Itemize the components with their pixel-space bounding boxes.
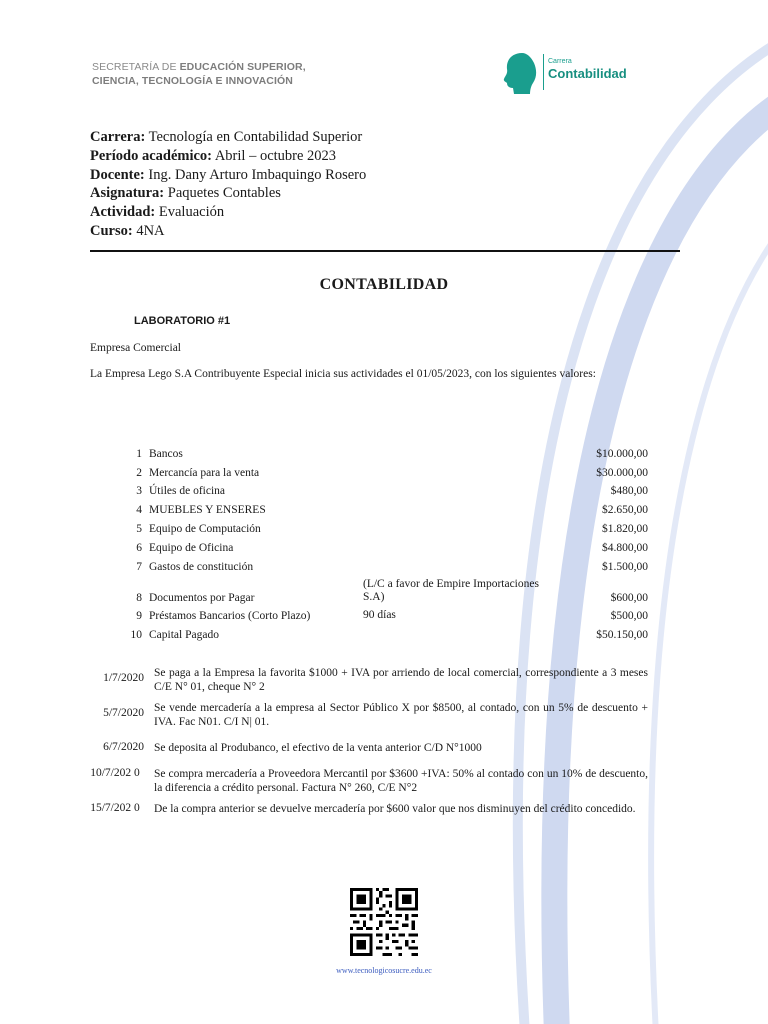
institution-line2: CIENCIA, TECNOLOGÍA E INNOVACIÓN bbox=[92, 75, 293, 87]
transaction-date: 15/7/202 0 bbox=[90, 802, 140, 814]
intro-paragraph: La Empresa Lego S.A Contribuyente Especial inicia sus actividades el 01/05/2023, con los siguientes valores: bbox=[90, 368, 596, 380]
transaction-text: Se vende mercadería a la empresa al Sector Público X por $8500, al contado, con un 5% de descuento + IVA. Fac N01. C/I N| 01. bbox=[154, 702, 648, 728]
list-item bbox=[90, 666, 648, 694]
brand-divider bbox=[543, 54, 544, 90]
list-item: 1 Bancos $10.000,00 bbox=[136, 447, 648, 460]
info-periodo: Período académico: Abril – octubre 2023 bbox=[90, 147, 337, 164]
institution-bold: EDUCACIÓN SUPERIOR, bbox=[179, 61, 306, 73]
header-divider bbox=[90, 250, 680, 252]
account-note: 90 días bbox=[363, 609, 396, 622]
accounts-list bbox=[110, 443, 648, 643]
head-silhouette-icon bbox=[500, 50, 540, 96]
transaction-text: Se compra mercadería a Proveedora Mercantil por $3600 +IVA: 50% al contado con un 10% de descuento, la diferencia a crédito personal. Factura N° 260, C/E N°2 bbox=[154, 768, 648, 794]
brand-logo bbox=[500, 50, 640, 100]
lab-heading: LABORATORIO #1 bbox=[134, 315, 231, 327]
company-type: Empresa Comercial bbox=[90, 342, 182, 354]
transaction-text: Se deposita al Produbanco, el efectivo de la venta anterior C/D N°1000 bbox=[154, 742, 482, 754]
list-item: 3 Útiles de oficina $480,00 bbox=[136, 485, 648, 498]
list-item: 7 Gastos de constitución $1.500,00 bbox=[136, 560, 648, 573]
transaction-date: 10/7/202 0 bbox=[90, 767, 140, 779]
list-item bbox=[90, 767, 648, 795]
list-item: 6 Equipo de Oficina $4.800,00 bbox=[136, 541, 648, 554]
transaction-text: Se paga a la Empresa la favorita $1000 + IVA por arriendo de local comercial, correspondiente a 3 meses C/E N° 01, cheque N° 2 bbox=[154, 667, 648, 693]
list-item bbox=[90, 701, 648, 729]
list-item: 9 Préstamos Bancarios (Corto Plazo) 90 días $500,00 bbox=[136, 609, 648, 623]
transaction-date: 5/7/2020 bbox=[103, 707, 144, 719]
list-item: 5 Equipo de Computación $1.820,00 bbox=[136, 522, 648, 535]
qr-code-icon bbox=[350, 888, 418, 956]
brand-kicker: Carrera bbox=[548, 58, 572, 65]
course-info bbox=[90, 128, 366, 241]
info-curso: Curso: 4NA bbox=[90, 222, 165, 239]
list-item: 4 MUEBLES Y ENSERES $2.650,00 bbox=[136, 504, 648, 517]
list-item bbox=[90, 741, 648, 755]
list-item bbox=[90, 802, 648, 816]
transaction-text: De la compra anterior se devuelve mercadería por $600 valor que nos disminuyen del crédito concedido. bbox=[154, 803, 636, 815]
info-docente: Docente: Ing. Dany Arturo Imbaquingo Rosero bbox=[90, 166, 367, 183]
info-actividad: Actividad: Evaluación bbox=[90, 204, 225, 221]
list-item: 10 Capital Pagado $50.150,00 bbox=[130, 629, 648, 642]
list-item: 8 Documentos por Pagar (L/C a favor de Empire Importaciones S.A) $600,00 bbox=[136, 577, 648, 604]
institution-logo bbox=[92, 60, 306, 88]
brand-name: Contabilidad bbox=[548, 66, 627, 81]
transactions-list bbox=[90, 666, 648, 823]
transaction-date: 6/7/2020 bbox=[103, 741, 144, 753]
info-carrera: Carrera: Tecnología en Contabilidad Superior bbox=[90, 129, 363, 145]
account-note: (L/C a favor de Empire Importaciones S.A) bbox=[363, 577, 539, 603]
website-link[interactable]: www.tecnologicosucre.edu.ec bbox=[336, 966, 432, 975]
document-title: CONTABILIDAD bbox=[319, 276, 449, 293]
list-item: 2 Mercancía para la venta $30.000,00 bbox=[136, 466, 648, 479]
transaction-date: 1/7/2020 bbox=[103, 672, 144, 684]
info-asignatura: Asignatura: Paquetes Contables bbox=[90, 185, 281, 202]
institution-prefix: SECRETARÍA DE bbox=[92, 61, 180, 73]
